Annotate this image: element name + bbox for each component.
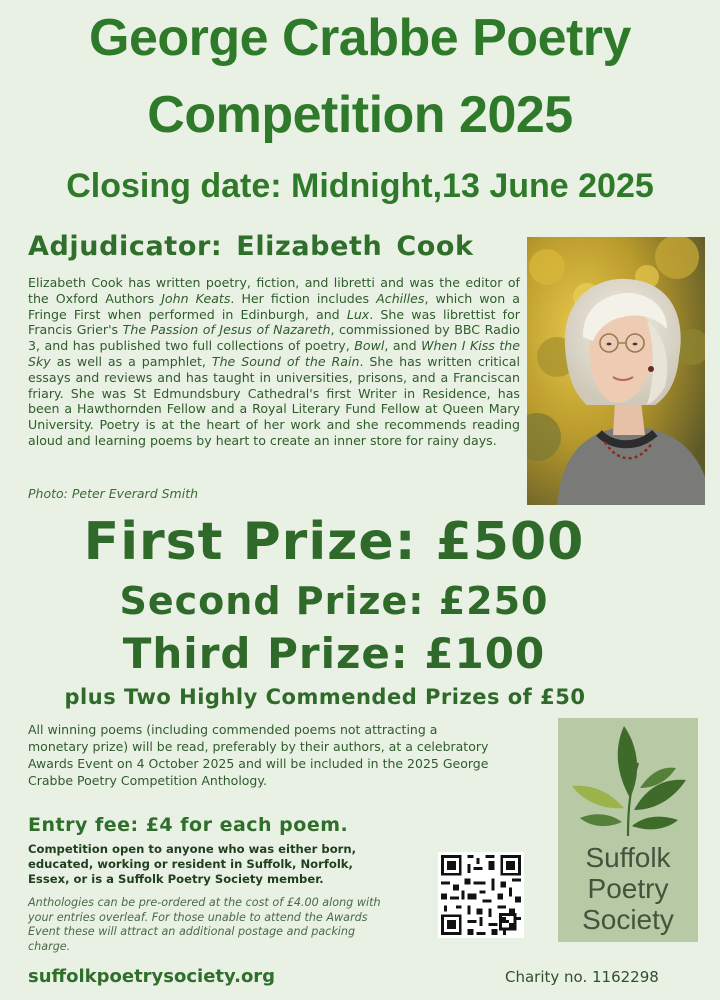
anthology-note: Anthologies can be pre-ordered at the cost of £4.00 along with your entries overleaf. For those unable to attend the Awards Event these will attract an additional postage and packing charge. xyxy=(28,896,381,953)
bio-title-when-i-kiss-the-sky: When I Kiss the Sky xyxy=(28,338,521,369)
first-prize: First Prize: £500 xyxy=(83,512,585,572)
logo-text-poetry: Poetry xyxy=(587,873,669,904)
bio-title-bowl: Bowl xyxy=(354,338,385,354)
logo-text-suffolk: Suffolk xyxy=(585,842,671,873)
adjudicator-bio: Elizabeth Cook has written poetry, fiction, and libretti and was the editor of the Oxford Authors John Keats. Her fiction includes Achilles, which won a Fringe First when performed in Edinburgh, and Lux. She was librettist for Francis Grier's The Passion of Jesus of Nazareth, commissioned by BBC Radio 3, and has published two full collections of poetry, Bowl, and When I Kiss the Sky as well as a pamphlet, The Sound of the Rain. She has written critical essays and reviews and has taught in universities, prisons, and a Franciscan friary. She was St Edmundsbury Cathedral's first Writer in Residence, has been a Hawthornden Fellow and a Royal Literary Fund Fellow at Queen Mary University. Poetry is at the heart of her work and she recommends reading aloud and learning poems by heart to create an inner store for rainy days. xyxy=(28,275,521,448)
logo-text xyxy=(558,842,698,935)
suffolk-poetry-society-logo xyxy=(558,718,698,942)
third-prize: Third Prize: £100 xyxy=(122,629,546,678)
bio-title-lux: Lux xyxy=(346,306,370,322)
adjudicator-heading: Adjudicator: Elizabeth Cook xyxy=(28,231,474,262)
commended-prizes: plus Two Highly Commended Prizes of £50 xyxy=(64,685,586,709)
qr-code-icon[interactable] xyxy=(438,852,524,938)
photo-credit: Photo: Peter Everard Smith xyxy=(28,486,199,501)
title-line-1: George Crabbe Poetry xyxy=(89,9,631,67)
leaf-logo-icon xyxy=(558,718,698,842)
closing-date: Closing date: Midnight,13 June 2025 xyxy=(66,167,654,205)
website-link[interactable]: suffolkpoetrysociety.org xyxy=(28,966,276,987)
charity-number: Charity no. 1162298 xyxy=(505,968,659,986)
bio-title-sound-of-rain: The Sound of the Rain xyxy=(211,353,360,369)
portrait-illustration xyxy=(527,237,705,505)
bio-title-passion: The Passion of Jesus of Nazareth xyxy=(122,322,331,338)
title-line-2: Competition 2025 xyxy=(147,86,573,144)
portrait-photo xyxy=(527,237,705,505)
winning-poems-text: All winning poems (including commended poems not attracting a monetary prize) will be read, preferably by their authors, at a celebratory Awards Event on 4 October 2025 and will be included in the 2025 George Crabbe Poetry Competition Anthology. xyxy=(28,722,489,788)
bio-title-john-keats: John Keats xyxy=(161,290,231,306)
eligibility-text: Competition open to anyone who was either born, educated, working or resident in Suffolk, Norfolk, Essex, or is a Suffolk Poetry Society member. xyxy=(28,842,357,886)
second-prize: Second Prize: £250 xyxy=(119,579,549,623)
entry-fee: Entry fee: £4 for each poem. xyxy=(28,814,349,836)
bio-title-achilles: Achilles xyxy=(376,290,425,306)
qr-code-graphic xyxy=(438,852,524,938)
logo-text-society: Society xyxy=(582,904,674,935)
